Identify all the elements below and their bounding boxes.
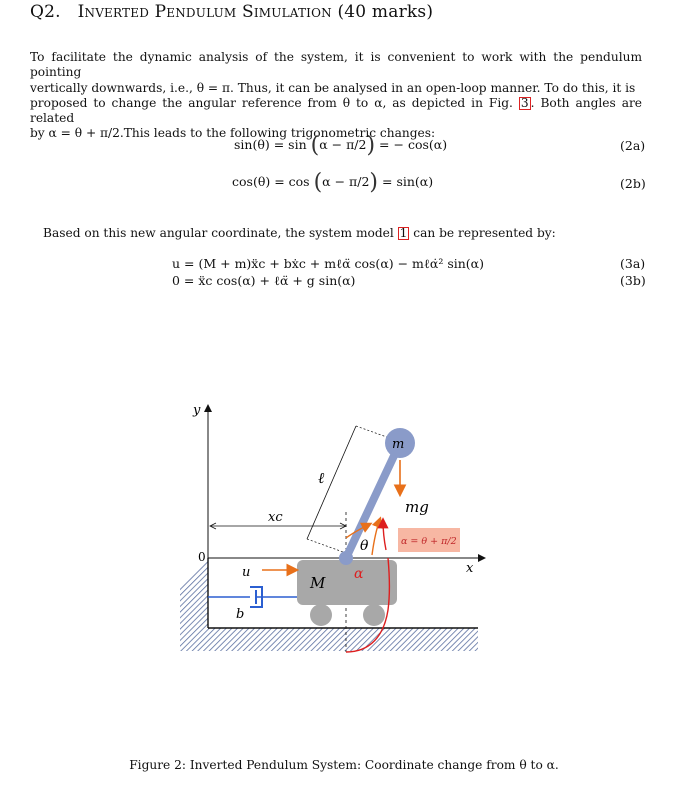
figure-reference-link[interactable]: 3 bbox=[520, 95, 529, 110]
intro-line: To facilitate the dynamic analysis of the system, it is convenient to work with the pendulum pointing bbox=[30, 50, 642, 80]
pendulum-rod bbox=[346, 443, 400, 558]
intro-line: vertically downwards, i.e., θ = π. Thus, it can be analysed in an open-loop manner. To do this, it is bbox=[30, 80, 636, 95]
equation-reference-link[interactable]: 1 bbox=[399, 226, 408, 240]
intro-line: proposed to change the angular reference from θ to α, as depicted in Fig. 3 . Both angles are related bbox=[30, 95, 643, 126]
damper-label: b bbox=[236, 607, 245, 622]
theta-label: θ bbox=[360, 538, 369, 554]
equation-number-3a: (3a) bbox=[620, 256, 646, 271]
xc-label: xc bbox=[268, 510, 283, 525]
equation-number-2b: (2b) bbox=[620, 176, 646, 191]
gravity-label: mg bbox=[405, 498, 429, 516]
figure-caption: Figure 2: Inverted Pendulum System: Coordinate change from θ to α. bbox=[129, 758, 559, 772]
intro-paragraph bbox=[30, 50, 642, 142]
equation-number-2a: (2a) bbox=[620, 138, 646, 153]
relation-label: α = θ + π/2 bbox=[401, 536, 457, 547]
left-wheel bbox=[310, 604, 332, 626]
length-dimension-line bbox=[307, 426, 356, 539]
pendulum-figure bbox=[0, 390, 688, 665]
question-title: Inverted Pendulum Simulation bbox=[77, 2, 332, 22]
x-axis-label: x bbox=[466, 561, 474, 576]
equation-2b: cos(θ) = cos (α − π/2) = sin(α) bbox=[232, 170, 434, 195]
right-wheel bbox=[363, 604, 385, 626]
pivot bbox=[339, 551, 353, 565]
pendulum-mass-label: m bbox=[392, 437, 405, 452]
equation-number-3b: (3b) bbox=[620, 273, 646, 288]
cart-mass-label: M bbox=[310, 574, 326, 592]
alpha-label: α bbox=[354, 566, 364, 582]
y-axis-label: y bbox=[193, 403, 201, 418]
question-heading bbox=[30, 2, 433, 22]
question-number: Q2. bbox=[30, 2, 61, 22]
intro-line: by α = θ + π/2.This leads to the following trigonometric changes: bbox=[30, 126, 436, 141]
damper bbox=[208, 587, 297, 607]
model-sentence: Based on this new angular coordinate, the system model 1 can be represented by: bbox=[43, 226, 556, 240]
equation-3b: 0 = ẍc cos(α) + ℓα̈ + g sin(α) bbox=[172, 273, 356, 288]
input-label: u bbox=[242, 565, 251, 580]
equation-3a: u = (M + m)ẍc + bẋc + mℓα̈ cos(α) − mℓα̇² sin(α) bbox=[172, 256, 484, 271]
origin-label: 0 bbox=[198, 550, 206, 564]
length-label: ℓ bbox=[318, 469, 325, 487]
question-marks: (40 marks) bbox=[337, 2, 434, 22]
equation-2a: sin(θ) = sin (α − π/2) = − cos(α) bbox=[234, 133, 448, 158]
